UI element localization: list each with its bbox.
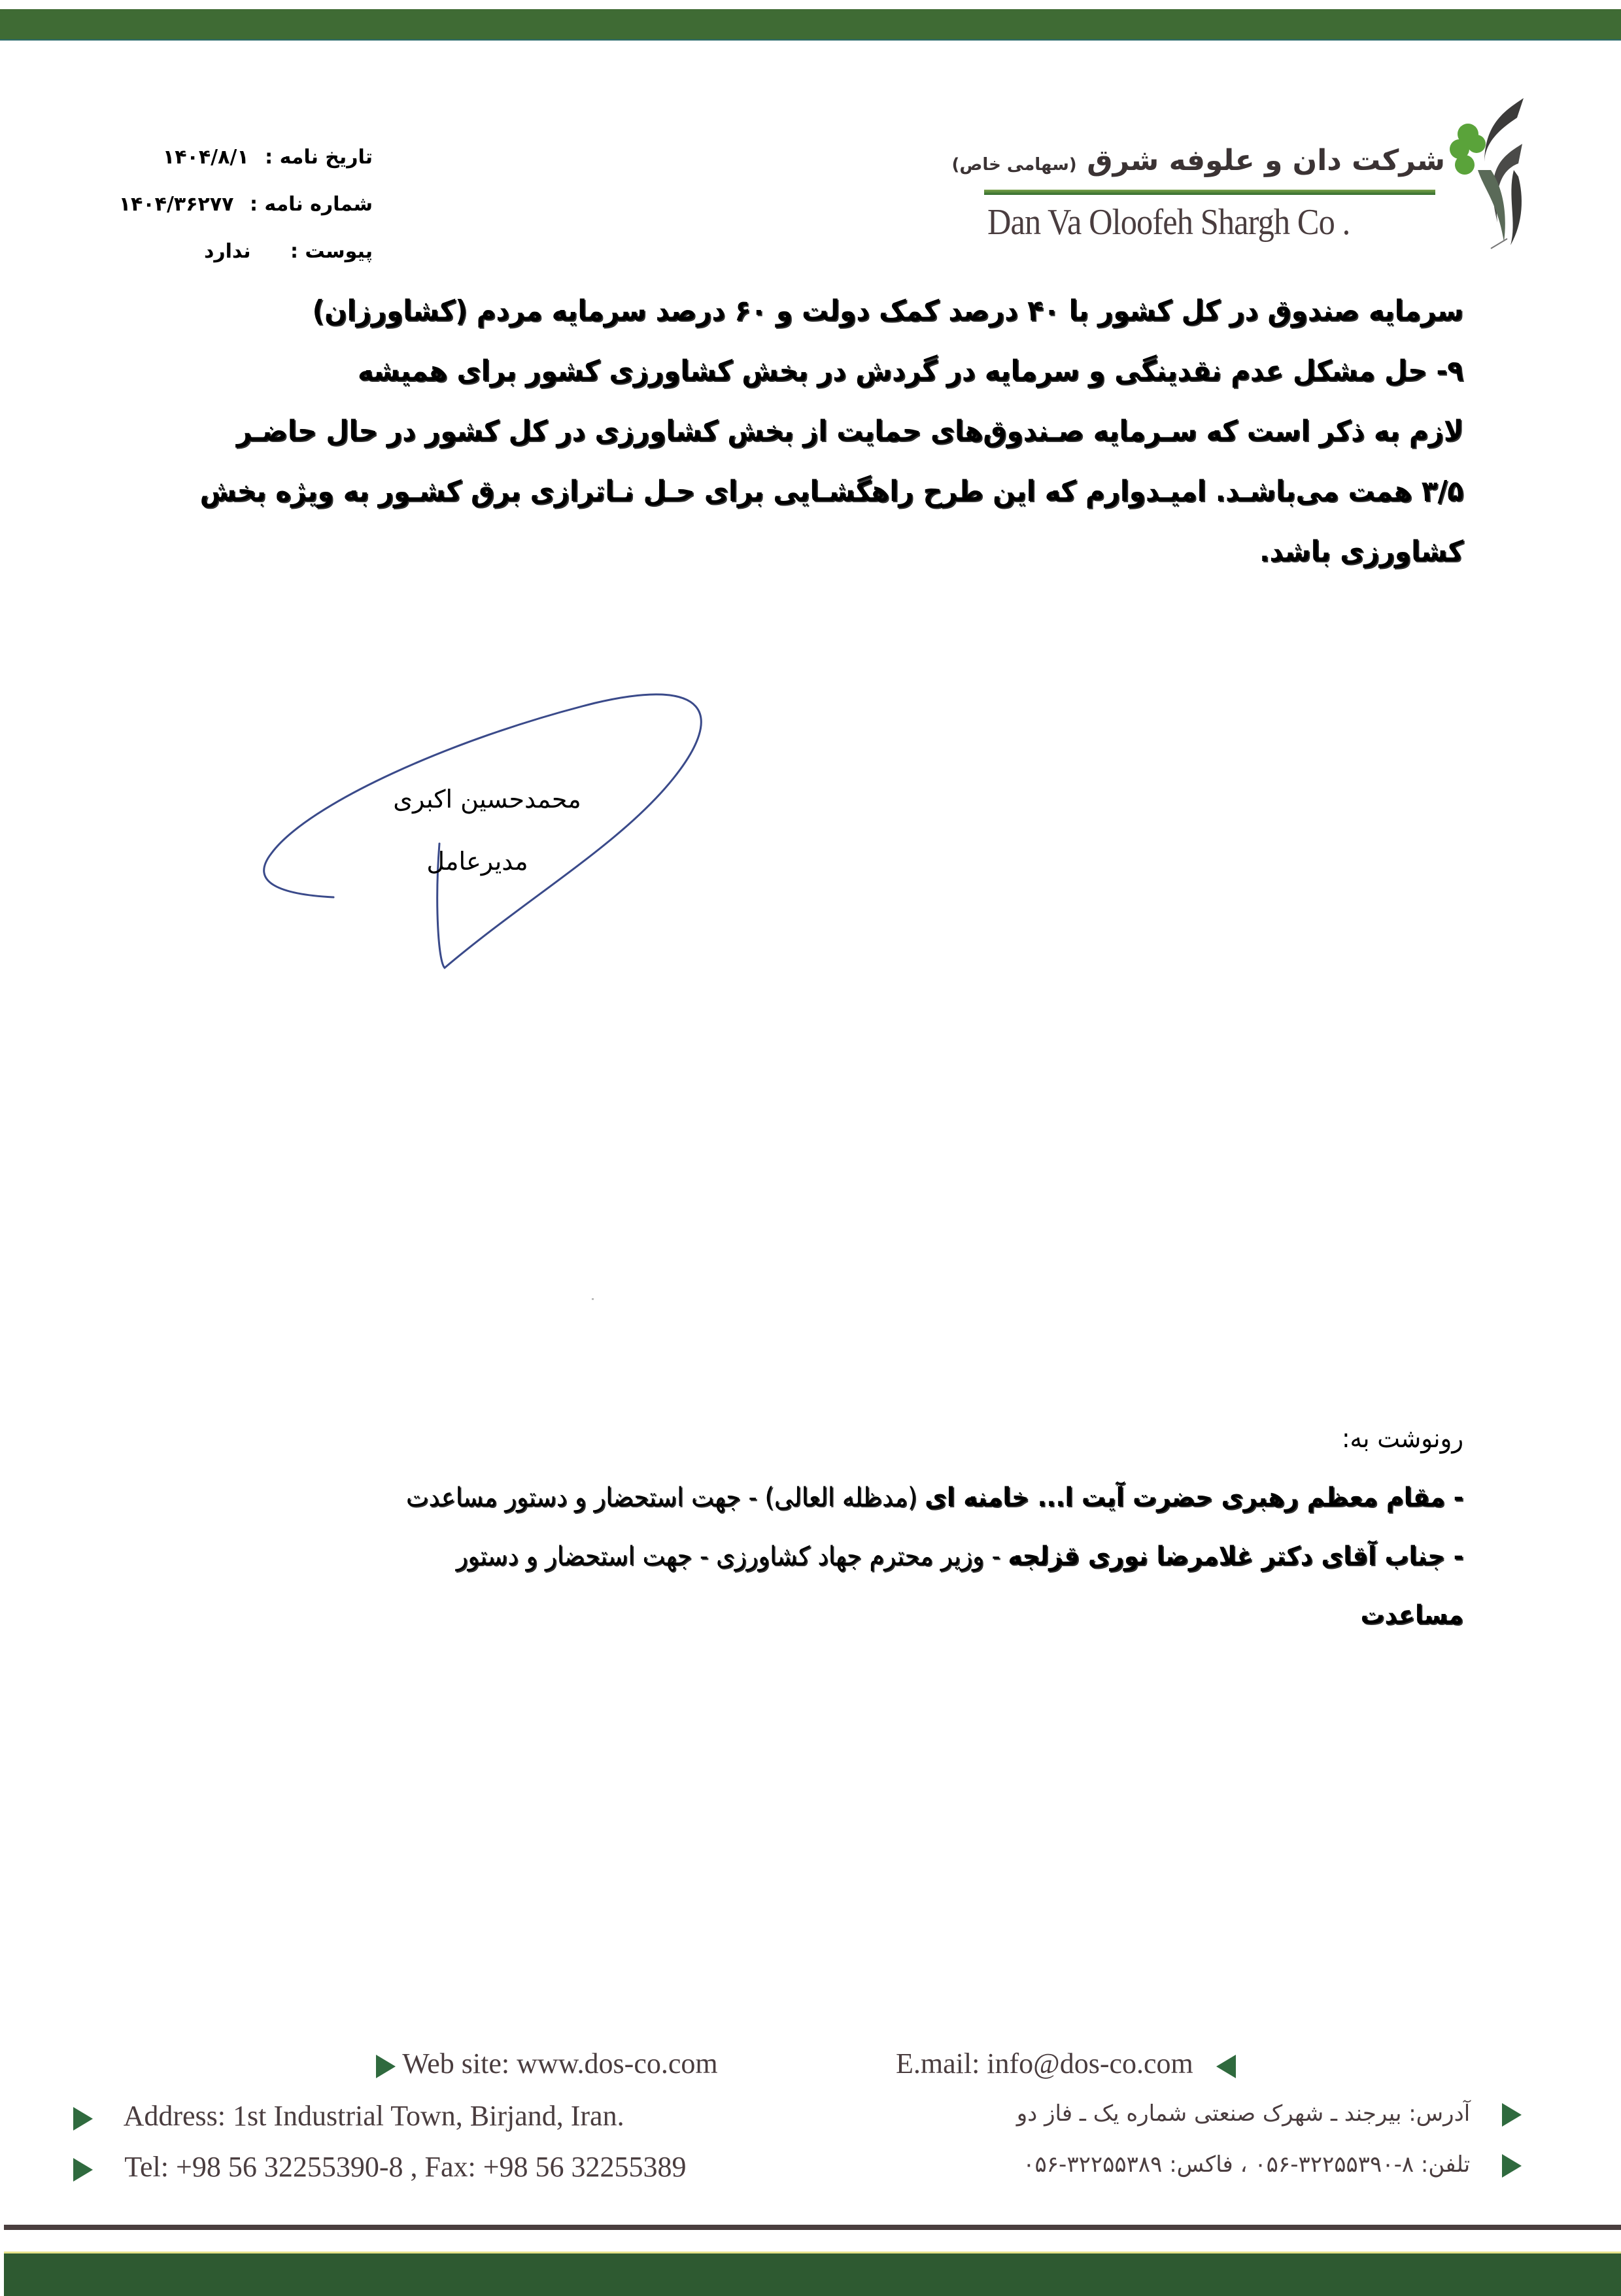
letter-attachment-value: ندارد	[203, 240, 251, 263]
cc-item-note: (مدظله العالی) - جهت استحضار و دستور مساعدت	[405, 1482, 925, 1513]
letter-meta	[118, 134, 373, 275]
body-line: ۹- حل مشکل عدم نقدینگی و سرمایه در گردش در بخش کشاورزی کشور برای همیشه	[357, 354, 1463, 388]
letter-attachment-row	[131, 228, 373, 275]
footer-tel-en	[73, 2150, 687, 2184]
cc-item-recipient: جناب آقای دکتر غلامرضا نوری قزلجه	[1008, 1541, 1445, 1571]
cc-header: رونوشت به:	[1342, 1424, 1463, 1454]
leaf-clover-logo-icon	[1445, 92, 1530, 255]
footer-address-fa-text: آدرس: بیرجند ـ شهرک صنعتی شماره یک ـ فاز دو	[1016, 2100, 1471, 2127]
letter-date-label: تاریخ نامه :	[265, 146, 373, 169]
bullet-arrow-right-icon	[73, 2107, 93, 2131]
cc-item-recipient: مقام معظم رهبری حضرت آیت ا... خامنه ای	[925, 1482, 1445, 1513]
body-line: لازم به ذکر است که سـرمایه صـندوق‌های حمایت از بخش کشاورزی در کل کشور در حال حاضـر	[236, 415, 1463, 448]
body-line: سرمایه صندوق در کل کشور با ۴۰ درصد کمک دولت و ۶۰ درصد سرمایه مردم (کشاورزان)	[312, 294, 1463, 328]
company-type-fa: (سهامی خاص)	[951, 155, 1077, 175]
footer-tel-fa	[1023, 2151, 1522, 2178]
company-name-fa-main: شرکت دان و علوفه شرق	[1087, 144, 1445, 177]
letterhead	[951, 131, 1465, 255]
signatory-title: مدیرعامل	[426, 847, 528, 876]
body-line: کشاورزی باشد.	[1259, 535, 1463, 568]
body-line: ۳/۵ همت می‌باشـد. امیـدوارم که این طرح راهگشـایی برای حـل نـاترازی برق کشـور به ویژه بخش	[199, 475, 1463, 508]
footer-tel-fa-text: تلفن: ۸-۳۲۲۵۵۳۹۰-۰۵۶ ، فاکس: ۳۲۲۵۵۳۸۹-۰۵۶	[1023, 2151, 1471, 2178]
footer-website-text[interactable]: Web site: www.dos-co.com	[402, 2048, 718, 2080]
bullet-arrow-left-icon	[1502, 2103, 1522, 2127]
letter-attachment-label: پیوست :	[290, 240, 373, 263]
signatory-name: محمدحسین اکبری	[393, 785, 581, 814]
footer-tel-en-text: Tel: +98 56 32255390-8 , Fax: +98 56 32255389	[124, 2151, 687, 2183]
footer-website	[376, 2047, 718, 2080]
cc-section	[346, 1409, 1463, 1645]
cc-item	[346, 1527, 1463, 1586]
footer-address-en	[73, 2099, 624, 2133]
bullet-arrow-right-icon	[376, 2055, 396, 2078]
bullet-arrow-left-icon	[1216, 2055, 1236, 2078]
letter-number-label: شماره نامه :	[249, 193, 373, 216]
footer-email-text[interactable]: E.mail: info@dos-co.com	[896, 2048, 1193, 2080]
footer-address-fa	[1017, 2100, 1522, 2127]
header-band	[0, 9, 1621, 39]
footer-email	[896, 2047, 1236, 2080]
cc-item-note: - وزیر محترم جهاد کشاورزی - جهت استحضار و دستور	[456, 1541, 1008, 1571]
scan-speck	[592, 1298, 594, 1300]
company-name-fa	[951, 144, 1445, 177]
cc-item-prefix: -	[1444, 1482, 1463, 1513]
cc-item	[346, 1468, 1463, 1527]
letter-date-value: ۱۴۰۴/۸/۱	[162, 146, 249, 169]
cc-item-prefix: -	[1444, 1541, 1463, 1571]
bullet-arrow-left-icon	[1502, 2154, 1522, 2178]
footer-rule	[4, 2225, 1621, 2230]
footer-band	[4, 2252, 1621, 2296]
footer-address-en-text: Address: 1st Industrial Town, Birjand, Iran.	[123, 2100, 624, 2132]
letter-body	[199, 281, 1463, 582]
cc-continuation: مساعدت	[1360, 1600, 1463, 1630]
letter-number-value: ۱۴۰۴/۳۶۲۷۷	[118, 193, 234, 216]
handwritten-signature	[255, 687, 726, 1001]
letter-number-row	[118, 181, 373, 228]
letter-date-row	[131, 134, 373, 181]
letterhead-rule	[984, 190, 1435, 195]
bullet-arrow-right-icon	[73, 2158, 93, 2182]
company-name-en: Dan Va Oloofeh Shargh Co .	[987, 202, 1350, 243]
